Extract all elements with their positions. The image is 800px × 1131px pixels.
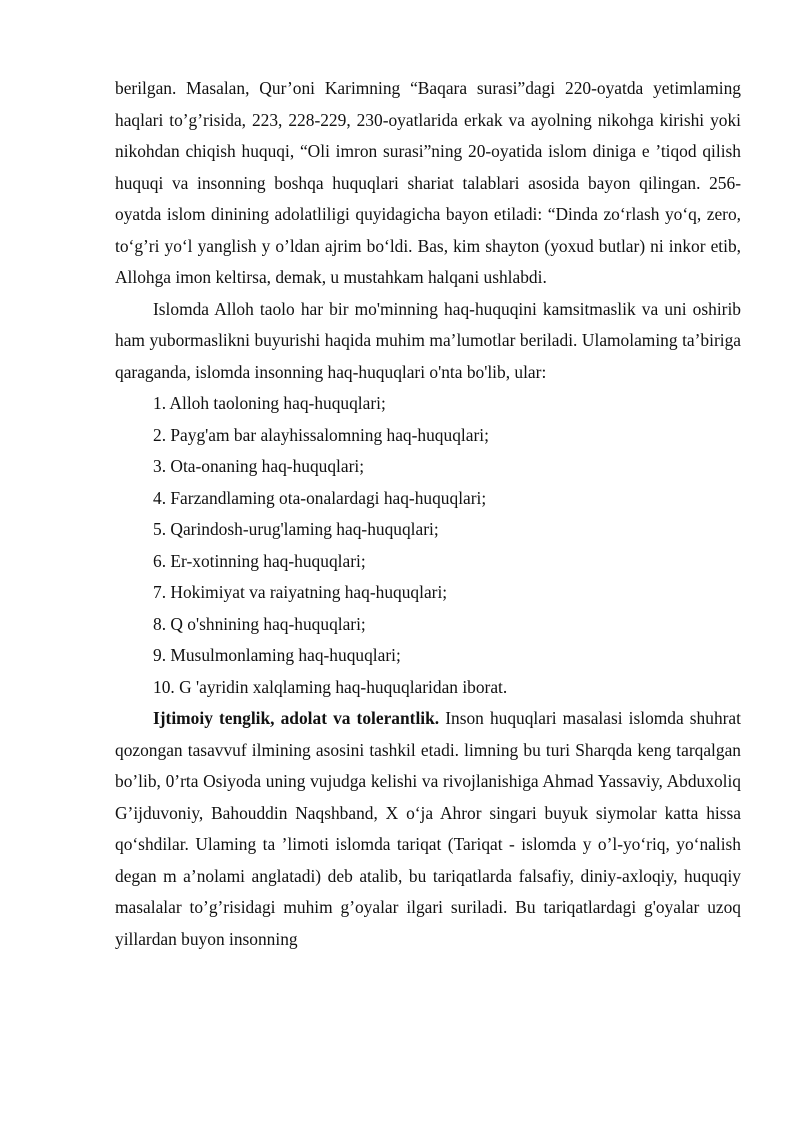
list-item: 9. Musulmonlaming haq-huquqlari; [153,645,401,665]
document-page [115,73,741,955]
list-item: 1. Alloh taoloning haq-huquqlari; [153,393,386,413]
paragraph-rights-intro: Islomda Alloh taolo har bir mo'minning haq-huquqini kamsitmaslik va uni oshirib ham yubormaslikni buyurishi haqida muhim ma’lumotlar beriladi. Ulamolaming ta’biriga qaraganda, islomda insonning haq-huquqlari o'nta bo'lib, ular: [115,298,741,382]
list-item: 3. Ota-onaning haq-huquqlari; [153,456,365,476]
paragraph-continuation: berilgan. Masalan, Qur’oni Karimning “Baqara surasi”dagi 220-oyatda yetimlaming haqlari to’g’risida, 223, 228-229, 230-oyatlarida erkak va ayolning nikohga kirishi yoki nikohdan chiqish huquqi, “Oli imron surasi”ning 20-oyatida islom diniga e ’tiqod qilish huquqi va insonning boshqa huquqlari shariat talablari asosida bayon qilingan. 256-oyatda islom dinining adolatliligi quyidagicha bayon etiladi: “Dinda zo‘rlash yo‘q, zero, to‘g’ri yo‘l yanglish y o’ldan ajrim bo‘ldi. Bas, kim shayton (yoxud butlar) ni inkor etib, Allohga imon keltirsa, demak, u mustahkam halqani ushlabdi. [115,78,741,287]
paragraph-body: Inson huquqlari masalasi islomda shuhrat qozongan tasavvuf ilmining asosini tashkil etadi. limning bu turi Sharqda keng tarqalgan bo’lib, 0’rta Osiyoda uning vujudga kelishi va rivojlanishiga Ahmad Yassaviy, Abduxoliq G’ijduvoniy, Bahouddin Naqshband, X o‘ja Ahror singari buyuk siymolar katta hissa qo‘shdilar. Ulaming ta ’limoti islomda tariqat (Tariqat - islomda y o’l-yo‘riq, yo‘nalish degan m a’nolami anglatadi) deb atalib, bu tariqatlarda falsafiy, diniy-axloqiy, huquqiy masalalar to’g’risidagi muhim g’oyalar ilgari suriladi. Bu tariqatlardagi g'oyalar uzoq yillardan buyon insonning [115,708,741,949]
list-item: 6. Er-xotinning haq-huquqlari; [153,550,366,571]
list-item: 5. Qarindosh-urug'laming haq-huquqlari; [153,519,439,539]
list-item: 10. G 'ayridin xalqlaming haq-huquqlaridan iborat. [153,676,508,697]
paragraph-tolerance [115,703,741,955]
list-item: 2. Payg'am bar alayhissalomning haq-huquqlari; [153,424,489,445]
list-item: 7. Hokimiyat va raiyatning haq-huquqlari; [153,582,448,602]
rights-list [115,388,741,703]
list-item: 4. Farzandlaming ota-onalardagi haq-huquqlari; [153,487,487,508]
list-item: 8. Q o'shnining haq-huquqlari; [153,613,366,634]
paragraph-heading: Ijtimoiy tenglik, adolat va tolerantlik. [153,708,440,728]
